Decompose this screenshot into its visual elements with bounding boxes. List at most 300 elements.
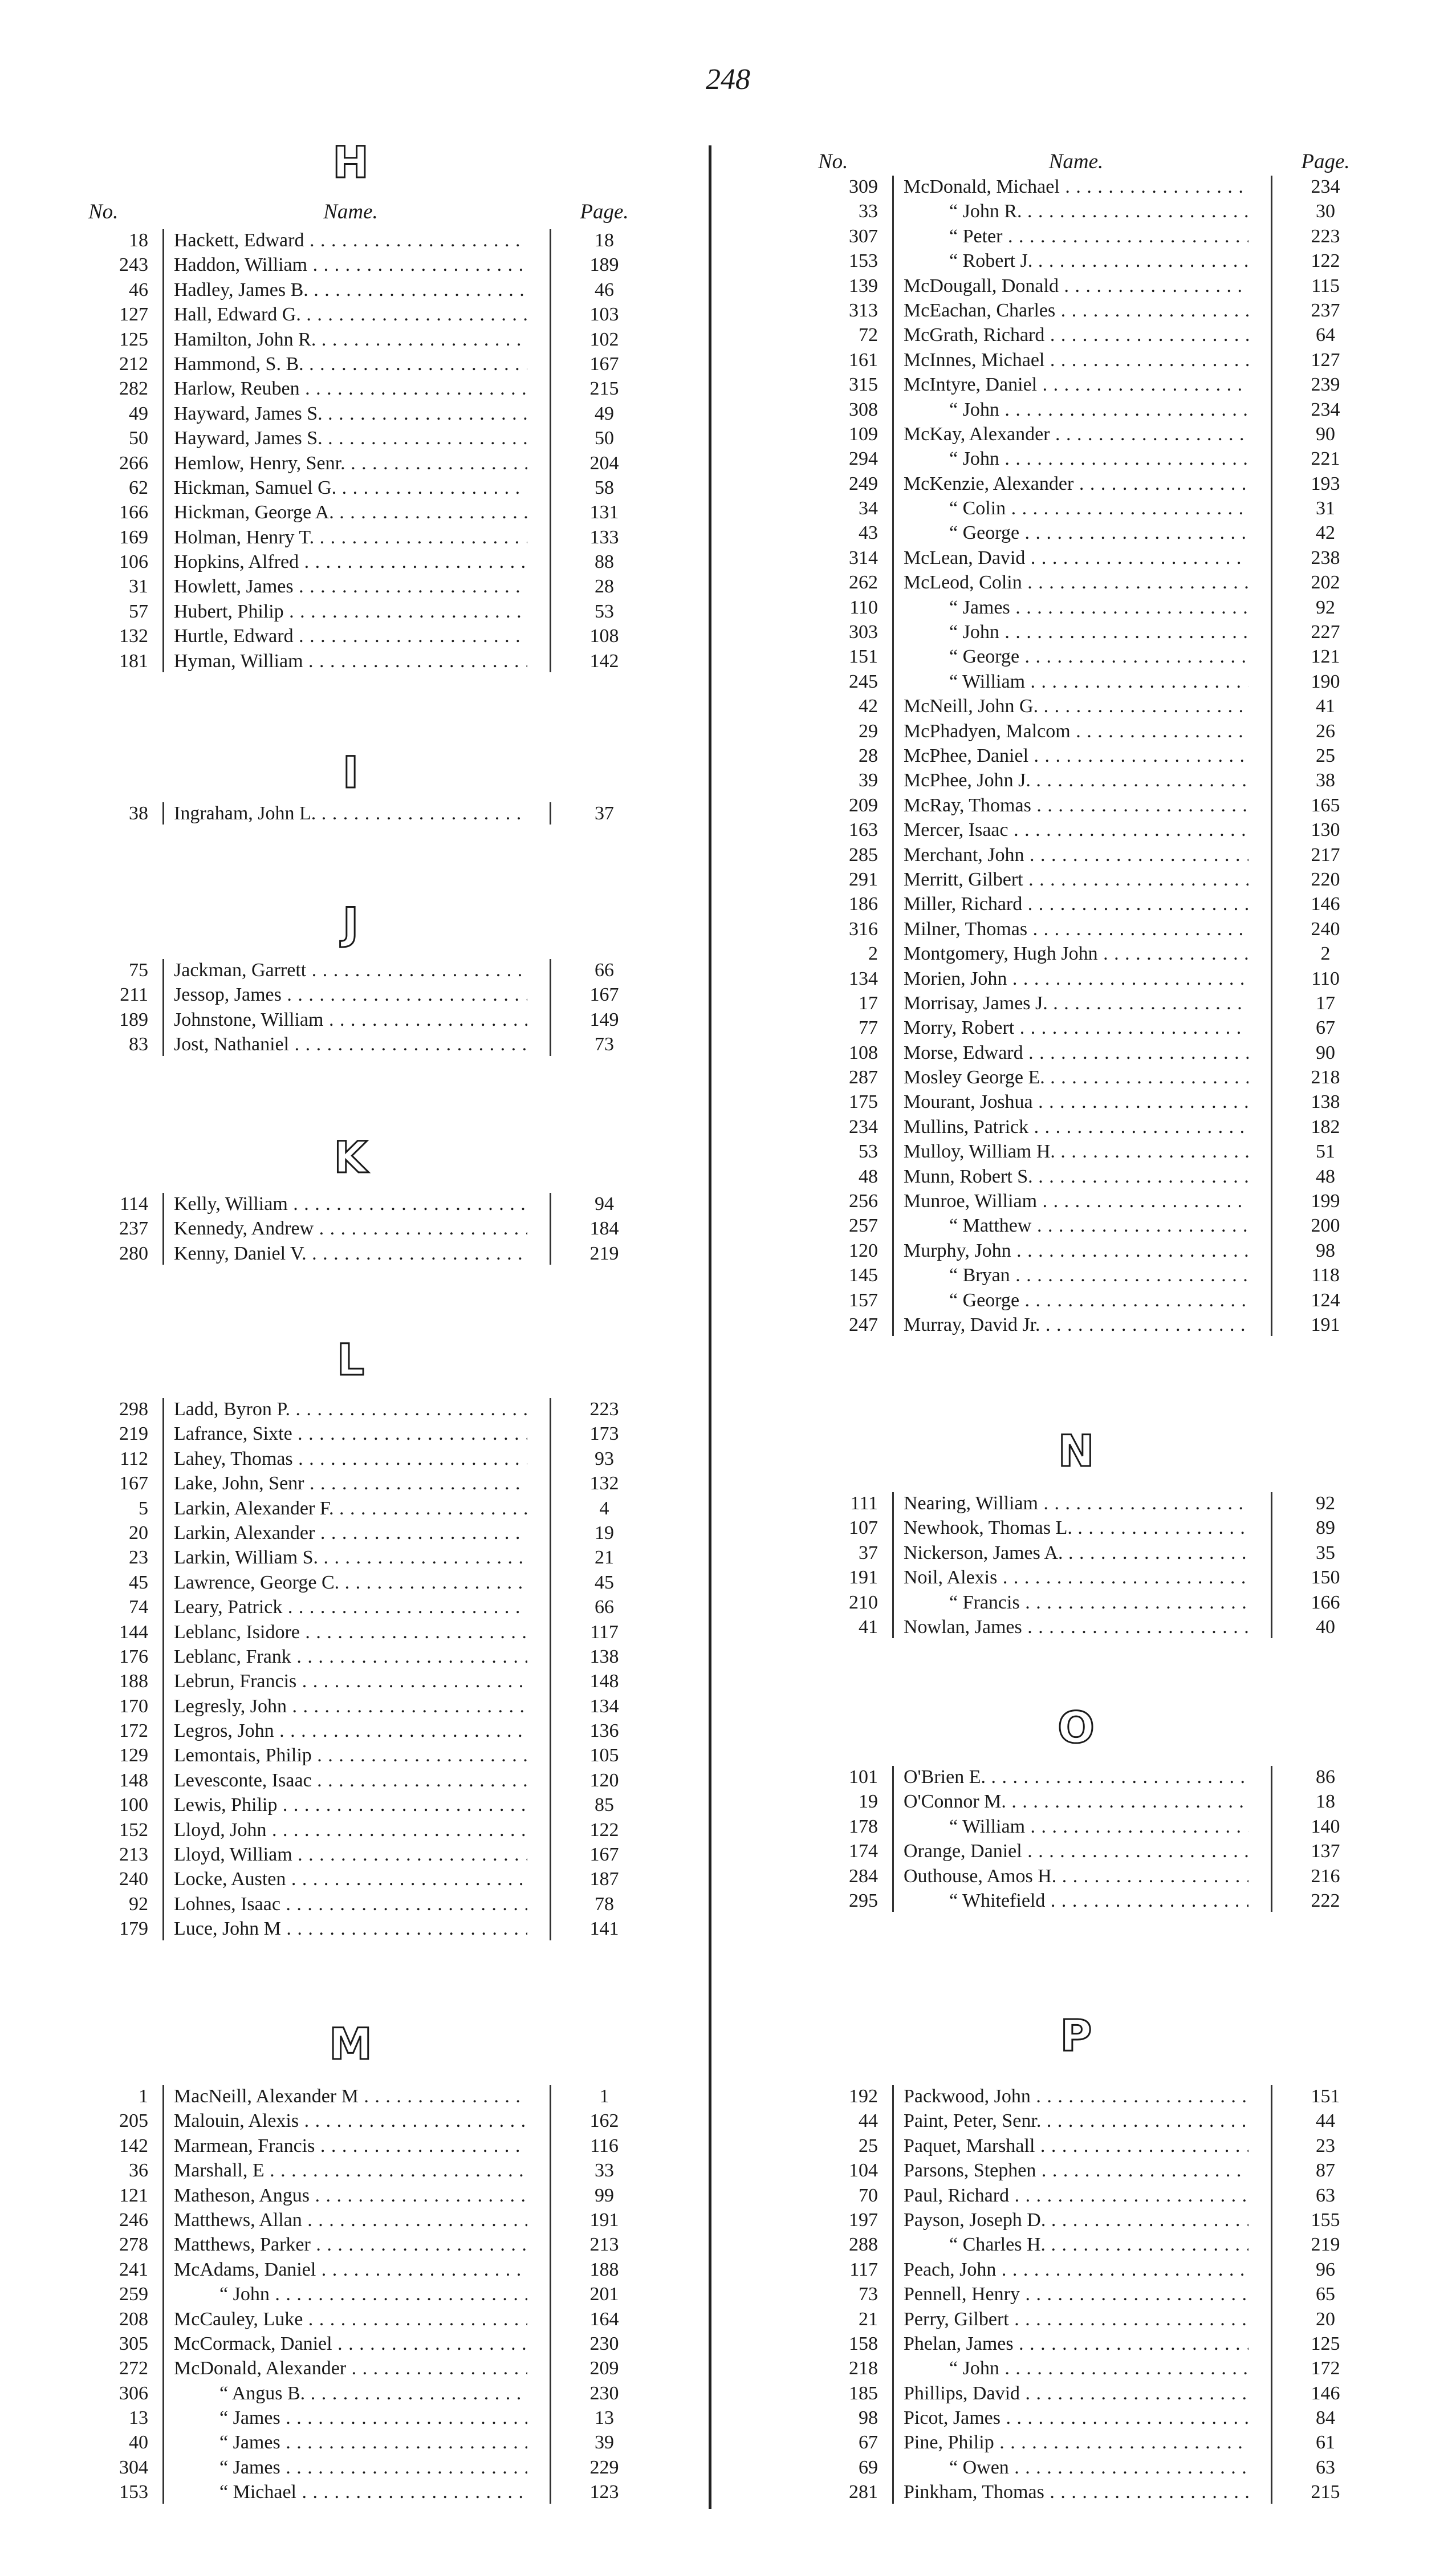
entry-name: Lawrence, George C. . . .: [174, 1570, 527, 1595]
index-entry: [54, 2480, 647, 2504]
entry-page: 190: [1311, 671, 1340, 692]
entry-name: McPhee, Daniel . . .: [904, 744, 1248, 768]
entry-name: Outhouse, Amos H. . . .: [904, 1864, 1248, 1888]
entry-number: 44: [859, 2110, 878, 2132]
entry-number: 62: [129, 477, 148, 498]
entry-page: 155: [1311, 2209, 1340, 2231]
entry-name: Paul, Richard . . .: [904, 2183, 1248, 2208]
entry-number: 34: [859, 498, 878, 519]
entry-name: Noil, Alexis . . .: [904, 1565, 1248, 1590]
entry-name: Lohnes, Isaac . . .: [174, 1892, 527, 1916]
entry-number: 280: [119, 1242, 148, 1264]
entry-number: 169: [119, 526, 148, 548]
entry-name: Hemlow, Henry, Senr. . . .: [174, 451, 527, 476]
entry-name: Hammond, S. B. . . .: [174, 352, 527, 376]
entry-number: 40: [129, 2432, 148, 2454]
entry-page: 53: [595, 600, 614, 622]
entry-number: 151: [849, 646, 878, 668]
entry-number: 134: [849, 968, 878, 989]
entry-number: 153: [849, 250, 878, 272]
index-entry: [54, 1842, 647, 1867]
entry-number: 294: [849, 448, 878, 470]
index-entry: [784, 1615, 1368, 1639]
entry-page: 23: [1316, 2135, 1335, 2156]
entry-page: 219: [589, 1242, 619, 1264]
index-entry: [784, 422, 1368, 446]
entry-name: Lloyd, William . . .: [174, 1842, 527, 1867]
entry-page: 44: [1316, 2110, 1335, 2132]
index-entry: [784, 2208, 1368, 2232]
index-entry: [784, 570, 1368, 595]
entry-number: 132: [119, 626, 148, 647]
entry-page: 238: [1311, 547, 1340, 568]
index-entry: [54, 1216, 647, 1241]
entry-page: 92: [1316, 1493, 1335, 1514]
index-section: [784, 1765, 1368, 1913]
index-entry: [54, 1595, 647, 1619]
entry-page: 138: [1311, 1091, 1340, 1113]
index-entry: [54, 426, 647, 450]
entry-page: 17: [1316, 992, 1335, 1014]
entry-name: Hamilton, John R. . . .: [174, 327, 527, 352]
entry-name: Jost, Nathaniel . . .: [174, 1032, 527, 1057]
index-entry: [54, 1768, 647, 1793]
entry-name: Hackett, Edward . . .: [174, 228, 527, 253]
index-entry: [54, 574, 647, 599]
entry-page: 1: [599, 2086, 609, 2107]
entry-number: 291: [849, 868, 878, 890]
entry-name: “ John . . .: [904, 2356, 1248, 2381]
entry-page: 141: [589, 1918, 619, 1940]
entry-number: 53: [859, 1141, 878, 1163]
index-entry: [784, 2332, 1368, 2356]
entry-number: 234: [849, 1116, 878, 1138]
index-entry: [54, 1743, 647, 1768]
entry-name: Lebrun, Francis . . .: [174, 1669, 527, 1693]
entry-name: McIntyre, Daniel . . .: [904, 372, 1248, 397]
index-entry: [784, 1164, 1368, 1189]
entry-page: 189: [589, 254, 619, 276]
index-entry: [784, 2084, 1368, 2109]
index-entry: [784, 1263, 1368, 1287]
index-entry: [784, 1238, 1368, 1263]
entry-page: 146: [1311, 893, 1340, 915]
index-entry: [54, 1620, 647, 1644]
entry-number: 210: [849, 1591, 878, 1613]
entry-page: 92: [1316, 596, 1335, 618]
entry-name: Haddon, William . . .: [174, 253, 527, 277]
entry-number: 298: [119, 1399, 148, 1420]
entry-page: 227: [1311, 622, 1340, 643]
entry-name: Harlow, Reuben . . .: [174, 376, 527, 401]
entry-number: 285: [849, 844, 878, 866]
entry-name: “ John . . .: [904, 397, 1248, 422]
index-section: [54, 2084, 647, 2505]
entry-page: 202: [1311, 572, 1340, 594]
index-entry: [784, 843, 1368, 867]
entry-number: 19: [859, 1791, 878, 1813]
index-entry: [784, 323, 1368, 347]
entry-page: 35: [1316, 1542, 1335, 1563]
index-entry: [784, 2356, 1368, 2381]
entry-name: Ingraham, John L. . . .: [174, 801, 527, 826]
index-entry: [54, 327, 647, 352]
entry-number: 23: [129, 1547, 148, 1569]
section-letter: M: [329, 2018, 372, 2069]
entry-name: Kennedy, Andrew . . .: [174, 1216, 527, 1241]
entry-page: 98: [1316, 1240, 1335, 1261]
index-entry: [54, 1521, 647, 1545]
index-entry: [54, 2109, 647, 2133]
entry-number: 188: [119, 1671, 148, 1692]
index-entry: [784, 274, 1368, 298]
index-entry: [784, 546, 1368, 570]
entry-page: 223: [589, 1399, 619, 1420]
entry-page: 219: [1311, 2234, 1340, 2256]
index-entry: [54, 550, 647, 574]
entry-name: Larkin, Alexander . . .: [174, 1521, 527, 1545]
header-name: Name.: [323, 200, 378, 224]
entry-page: 65: [1316, 2284, 1335, 2305]
entry-number: 1: [139, 2086, 148, 2107]
entry-page: 148: [589, 1671, 619, 1692]
entry-name: Mullins, Patrick . . .: [904, 1115, 1248, 1139]
index-entry: [54, 1032, 647, 1057]
entry-name: “ Angus B. . . .: [174, 2381, 527, 2406]
entry-name: “ Matthew . . .: [904, 1213, 1248, 1238]
entry-number: 288: [849, 2234, 878, 2256]
entry-page: 125: [1311, 2333, 1340, 2354]
entry-name: Newhook, Thomas L. . . .: [904, 1516, 1248, 1540]
entry-name: McPhadyen, Malcom . . .: [904, 719, 1248, 744]
entry-name: “ John . . .: [174, 2282, 527, 2306]
section-letter: L: [336, 1334, 365, 1385]
entry-number: 111: [850, 1493, 878, 1514]
index-section: [784, 1491, 1368, 1639]
index-entry: [784, 793, 1368, 818]
entry-name: Pinkham, Thomas . . .: [904, 2480, 1248, 2504]
entry-page: 138: [589, 1646, 619, 1667]
entry-name: McDougall, Donald . . .: [904, 274, 1248, 298]
index-entry: [54, 278, 647, 302]
entry-page: 90: [1316, 423, 1335, 445]
entry-number: 170: [119, 1695, 148, 1717]
entry-number: 106: [119, 551, 148, 573]
entry-number: 247: [849, 1314, 878, 1335]
entry-page: 134: [589, 1695, 619, 1717]
entry-page: 28: [595, 576, 614, 598]
entry-page: 88: [595, 551, 614, 573]
entry-number: 176: [119, 1646, 148, 1667]
entry-name: MacNeill, Alexander M . . .: [174, 2084, 527, 2109]
entry-page: 188: [589, 2259, 619, 2280]
entry-number: 36: [129, 2160, 148, 2182]
index-entry: [54, 1008, 647, 1032]
entry-name: McPhee, John J. . . .: [904, 768, 1248, 793]
entry-number: 174: [849, 1841, 878, 1862]
entry-number: 313: [849, 299, 878, 321]
entry-number: 295: [849, 1890, 878, 1911]
index-entry: [784, 496, 1368, 521]
entry-number: 208: [119, 2308, 148, 2330]
entry-number: 57: [129, 600, 148, 622]
entry-page: 133: [589, 526, 619, 548]
entry-number: 50: [129, 428, 148, 449]
entry-number: 219: [119, 1423, 148, 1445]
index-entry: [54, 2282, 647, 2306]
entry-name: Munn, Robert S. . . .: [904, 1164, 1248, 1189]
entry-number: 28: [859, 745, 878, 766]
entry-page: 87: [1316, 2160, 1335, 2182]
entry-page: 99: [595, 2184, 614, 2206]
index-entry: [784, 446, 1368, 471]
entry-name: “ George . . .: [904, 521, 1248, 545]
entry-page: 187: [589, 1869, 619, 1890]
entry-page: 66: [595, 960, 614, 981]
entry-name: Kelly, William . . .: [174, 1192, 527, 1216]
index-entry: [784, 669, 1368, 694]
entry-page: 221: [1311, 448, 1340, 470]
entry-name: Hall, Edward G. . . .: [174, 302, 527, 327]
entry-name: Paint, Peter, Senr. . . .: [904, 2109, 1248, 2133]
index-entry: [54, 1241, 647, 1266]
entry-name: Holman, Henry T. . . .: [174, 525, 527, 550]
entry-name: “ John . . .: [904, 620, 1248, 644]
entry-number: 212: [119, 353, 148, 375]
entry-name: Packwood, John . . .: [904, 2084, 1248, 2109]
entry-number: 179: [119, 1918, 148, 1940]
index-entry: [784, 249, 1368, 273]
entry-name: McNeill, John G. . . .: [904, 694, 1248, 718]
entry-number: 42: [859, 696, 878, 717]
entry-number: 314: [849, 547, 878, 568]
entry-page: 108: [589, 626, 619, 647]
entry-name: Hayward, James S. . . .: [174, 401, 527, 426]
entry-number: 121: [119, 2184, 148, 2206]
entry-page: 184: [589, 1218, 619, 1240]
entry-number: 92: [129, 1893, 148, 1915]
index-entry: [784, 1016, 1368, 1040]
index-section: [54, 801, 647, 826]
entry-name: Hurtle, Edward . . .: [174, 624, 527, 648]
entry-number: 175: [849, 1091, 878, 1113]
entry-number: 172: [119, 1720, 148, 1742]
index-entry: [784, 2381, 1368, 2406]
entry-number: 110: [849, 596, 878, 618]
entry-page: 223: [1311, 225, 1340, 247]
entry-name: Matthews, Parker . . .: [174, 2232, 527, 2257]
index-entry: [784, 1814, 1368, 1839]
index-entry: [54, 1496, 647, 1521]
entry-name: Jackman, Garrett . . .: [174, 958, 527, 982]
entry-number: 157: [849, 1289, 878, 1311]
index-entry: [784, 397, 1368, 422]
entry-number: 185: [849, 2382, 878, 2404]
entry-number: 309: [849, 176, 878, 197]
entry-number: 287: [849, 1067, 878, 1088]
index-entry: [54, 1867, 647, 1891]
index-entry: [784, 2158, 1368, 2183]
entry-page: 110: [1311, 968, 1340, 989]
entry-number: 305: [119, 2333, 148, 2354]
entry-page: 229: [589, 2456, 619, 2478]
entry-number: 303: [849, 622, 878, 643]
entry-page: 167: [589, 353, 619, 375]
entry-name: Hadley, James B. . . .: [174, 278, 527, 302]
index-entry: [784, 991, 1368, 1016]
entry-number: 209: [849, 794, 878, 816]
entry-page: 46: [595, 279, 614, 300]
entry-number: 266: [119, 452, 148, 474]
entry-name: Leary, Patrick . . .: [174, 1595, 527, 1619]
entry-page: 13: [595, 2407, 614, 2429]
entry-page: 94: [595, 1193, 614, 1215]
section-letter: J: [342, 898, 359, 949]
index-entry: [784, 892, 1368, 916]
entry-name: McLean, David . . .: [904, 546, 1248, 570]
entry-name: Locke, Austen . . .: [174, 1867, 527, 1891]
entry-page: 215: [589, 378, 619, 400]
section-letter: I: [342, 747, 359, 798]
index-entry: [54, 376, 647, 401]
entry-name: Murray, David Jr. . . .: [904, 1313, 1248, 1337]
index-entry: [784, 1789, 1368, 1814]
entry-number: 249: [849, 473, 878, 494]
index-entry: [54, 500, 647, 525]
entry-number: 167: [119, 1473, 148, 1494]
entry-page: 96: [1316, 2259, 1335, 2280]
entry-name: McLeod, Colin . . .: [904, 570, 1248, 595]
entry-page: 63: [1316, 2456, 1335, 2478]
entry-name: O'Brien E. . . .: [904, 1765, 1248, 1789]
index-entry: [54, 1892, 647, 1916]
entry-name: “ George . . .: [904, 1288, 1248, 1313]
entry-number: 41: [859, 1616, 878, 1638]
entry-name: Pennell, Henry . . .: [904, 2282, 1248, 2306]
index-entry: [784, 472, 1368, 496]
entry-name: Howlett, James . . .: [174, 574, 527, 599]
index-entry: [784, 1491, 1368, 1516]
index-entry: [784, 719, 1368, 744]
entry-name: Hayward, James S. . . .: [174, 426, 527, 450]
entry-page: 78: [595, 1893, 614, 1915]
entry-name: McDonald, Alexander . . .: [174, 2356, 527, 2381]
entry-page: 84: [1316, 2407, 1335, 2429]
index-entry: [54, 649, 647, 673]
entry-name: “ James . . .: [904, 595, 1248, 620]
entry-page: 166: [1311, 1591, 1340, 1613]
entry-number: 21: [859, 2308, 878, 2330]
entry-page: 85: [595, 1794, 614, 1816]
entry-page: 116: [590, 2135, 619, 2156]
entry-name: Phelan, James . . .: [904, 2332, 1248, 2356]
entry-number: 144: [119, 1621, 148, 1643]
entry-name: Lewis, Philip . . .: [174, 1793, 527, 1817]
entry-number: 161: [849, 349, 878, 371]
entry-page: 102: [589, 328, 619, 350]
index-entry: [54, 1916, 647, 1941]
entry-number: 33: [859, 201, 878, 222]
index-entry: [54, 2307, 647, 2332]
index-entry: [784, 917, 1368, 941]
entry-name: McEachan, Charles . . .: [904, 298, 1248, 323]
entry-page: 93: [595, 1448, 614, 1469]
entry-name: Paquet, Marshall . . .: [904, 2134, 1248, 2158]
entry-number: 237: [119, 1218, 148, 1240]
entry-number: 17: [859, 992, 878, 1014]
entry-name: McInnes, Michael . . .: [904, 348, 1248, 372]
entry-page: 165: [1311, 794, 1340, 816]
index-entry: [54, 451, 647, 476]
entry-page: 50: [595, 428, 614, 449]
index-entry: [784, 2109, 1368, 2133]
entry-number: 189: [119, 1009, 148, 1030]
index-entry: [784, 298, 1368, 323]
index-entry: [784, 941, 1368, 966]
entry-name: Lake, John, Senr . . .: [174, 1471, 527, 1496]
entry-page: 209: [589, 2358, 619, 2379]
entry-number: 46: [129, 279, 148, 300]
index-entry: [784, 1590, 1368, 1615]
index-entry: [784, 1213, 1368, 1238]
index-entry: [784, 1041, 1368, 1065]
section-letter: P: [1060, 2010, 1092, 2061]
index-entry: [54, 1421, 647, 1446]
entry-number: 101: [849, 1766, 878, 1788]
entry-number: 191: [849, 1567, 878, 1589]
entry-page: 41: [1316, 696, 1335, 717]
entry-number: 117: [849, 2259, 878, 2280]
index-entry: [784, 2430, 1368, 2455]
entry-number: 181: [119, 650, 148, 672]
entry-page: 200: [1311, 1215, 1340, 1237]
entry-name: Hickman, Samuel G. . . .: [174, 476, 527, 500]
entry-name: Montgomery, Hugh John . . .: [904, 941, 1248, 966]
entry-name: Miller, Richard . . .: [904, 892, 1248, 916]
entry-number: 243: [119, 254, 148, 276]
entry-name: Munroe, William . . .: [904, 1189, 1248, 1213]
index-entry: [54, 2158, 647, 2183]
entry-name: “ James . . .: [174, 2406, 527, 2430]
entry-name: “ Michael . . .: [174, 2480, 527, 2504]
index-entry: [54, 599, 647, 624]
index-entry: [54, 1694, 647, 1719]
entry-name: Matthews, Allan . . .: [174, 2208, 527, 2232]
entry-number: 69: [859, 2456, 878, 2478]
index-entry: [54, 2381, 647, 2406]
entry-page: 199: [1311, 1191, 1340, 1212]
entry-name: Parsons, Stephen . . .: [904, 2158, 1248, 2183]
entry-page: 89: [1316, 1517, 1335, 1539]
header-no: No.: [88, 200, 119, 224]
entry-page: 45: [595, 1571, 614, 1593]
index-entry: [54, 2208, 647, 2232]
entry-name: Hyman, William . . .: [174, 649, 527, 673]
entry-number: 278: [119, 2234, 148, 2256]
entry-name: Hickman, George A. . . .: [174, 500, 527, 525]
entry-page: 216: [1311, 1865, 1340, 1887]
entry-page: 122: [589, 1819, 619, 1841]
entry-name: Kenny, Daniel V. . . .: [174, 1241, 527, 1266]
index-entry: [784, 2134, 1368, 2158]
entry-number: 178: [849, 1815, 878, 1837]
entry-page: 40: [1316, 1616, 1335, 1638]
index-entry: [784, 1288, 1368, 1313]
index-entry: [54, 2257, 647, 2282]
entry-number: 25: [859, 2135, 878, 2156]
entry-page: 63: [1316, 2184, 1335, 2206]
entry-name: “ John . . .: [904, 446, 1248, 471]
